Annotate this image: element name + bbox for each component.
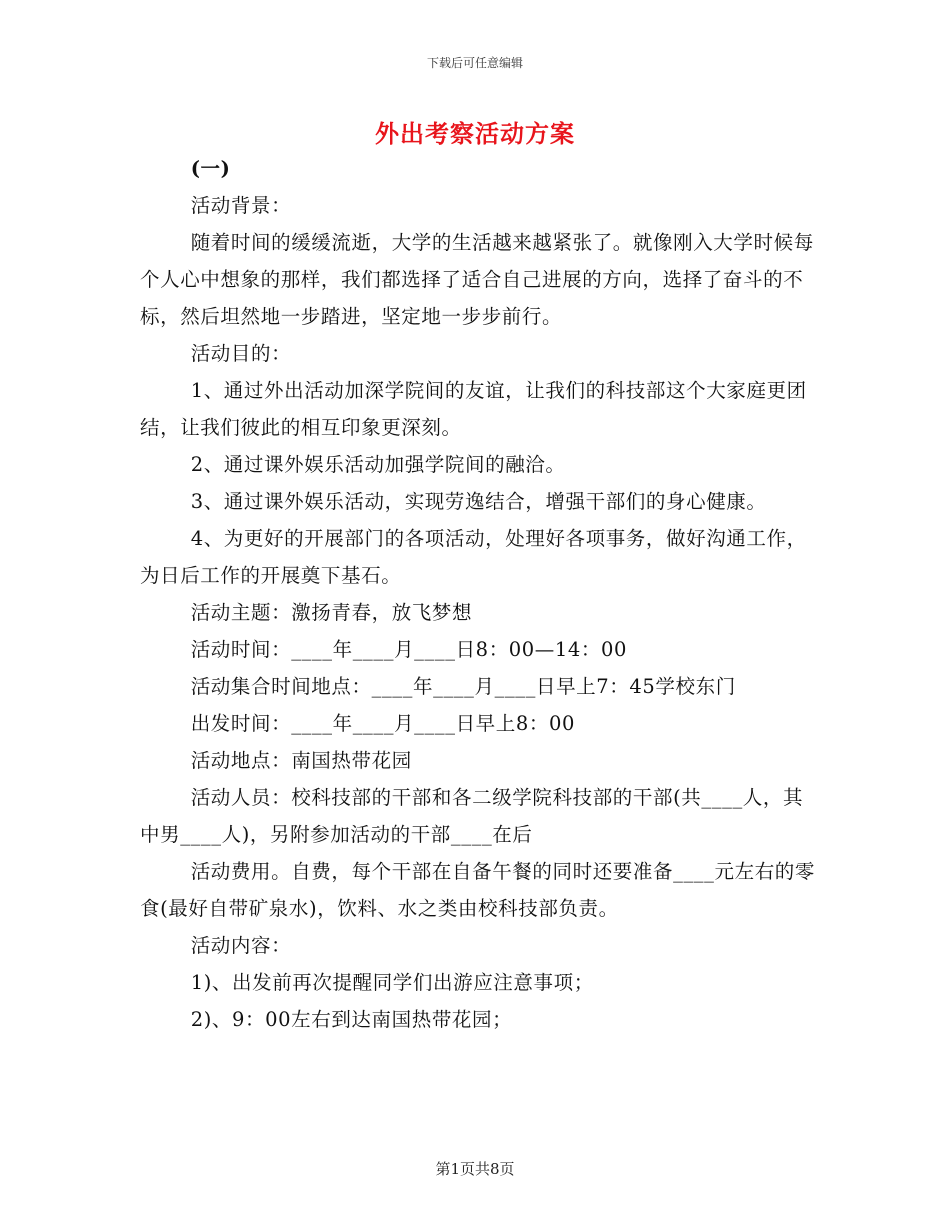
paragraph-purpose-1: 1、通过外出活动加深学院间的友谊，让我们的科技部这个大家庭更团结，让我们彼此的相互印象更深刻。 [140, 379, 807, 439]
paragraph-cost: 活动费用。自费，每个干部在自备午餐的同时还要准备____元左右的零食(最好自带矿泉水)，饮料、水之类由校科技部负责。 [140, 860, 815, 920]
paragraph-purpose-4: 4、为更好的开展部门的各项活动，处理好各项事务，做好沟通工作，为日后工作的开展奠下基石。 [140, 527, 807, 587]
paragraph-content-1: 1)、出发前再次提醒同学们出游应注意事项； [190, 971, 594, 994]
document-title: 外出考察活动方案 [375, 119, 575, 148]
paragraph-theme: 活动主题：激扬青春，放飞梦想 [190, 601, 473, 624]
paragraph-content-label: 活动内容： [190, 934, 292, 957]
document-body [140, 150, 820, 1038]
page-header-note: 下载后可任意编辑 [426, 56, 523, 70]
paragraph-participants: 活动人员：校科技部的干部和各二级学院科技部的干部(共____人，其中男____人)，另附参加活动的干部____在后 [140, 786, 804, 846]
paragraph-departure: 出发时间：____年____月____日早上8：00 [190, 712, 576, 735]
section-heading: (一) [190, 157, 231, 180]
paragraph-purpose-2: 2、通过课外娱乐活动加强学院间的融洽。 [190, 453, 566, 476]
paragraph-time: 活动时间：____年____月____日8：00—14：00 [190, 638, 628, 661]
paragraph-content-2: 2)、9：00左右到达南国热带花园； [190, 1008, 513, 1031]
paragraph-location: 活动地点：南国热带花园 [190, 749, 412, 772]
paragraph-purpose-3: 3、通过课外娱乐活动，实现劳逸结合，增强干部们的身心健康。 [190, 490, 767, 513]
paragraph-purpose-label: 活动目的： [190, 342, 292, 365]
paragraph-background-label: 活动背景： [190, 194, 292, 217]
paragraph-assembly: 活动集合时间地点：____年____月____日早上7：45学校东门 [190, 675, 736, 698]
page-number: 第1页共8页 [435, 1160, 515, 1178]
paragraph-background: 随着时间的缓缓流逝，大学的生活越来越紧张了。就像刚入大学时候每个人心中想象的那样，我们都选择了适合自己进展的方向，选择了奋斗的不标，然后坦然地一步踏进，坚定地一步步前行。 [140, 231, 814, 328]
